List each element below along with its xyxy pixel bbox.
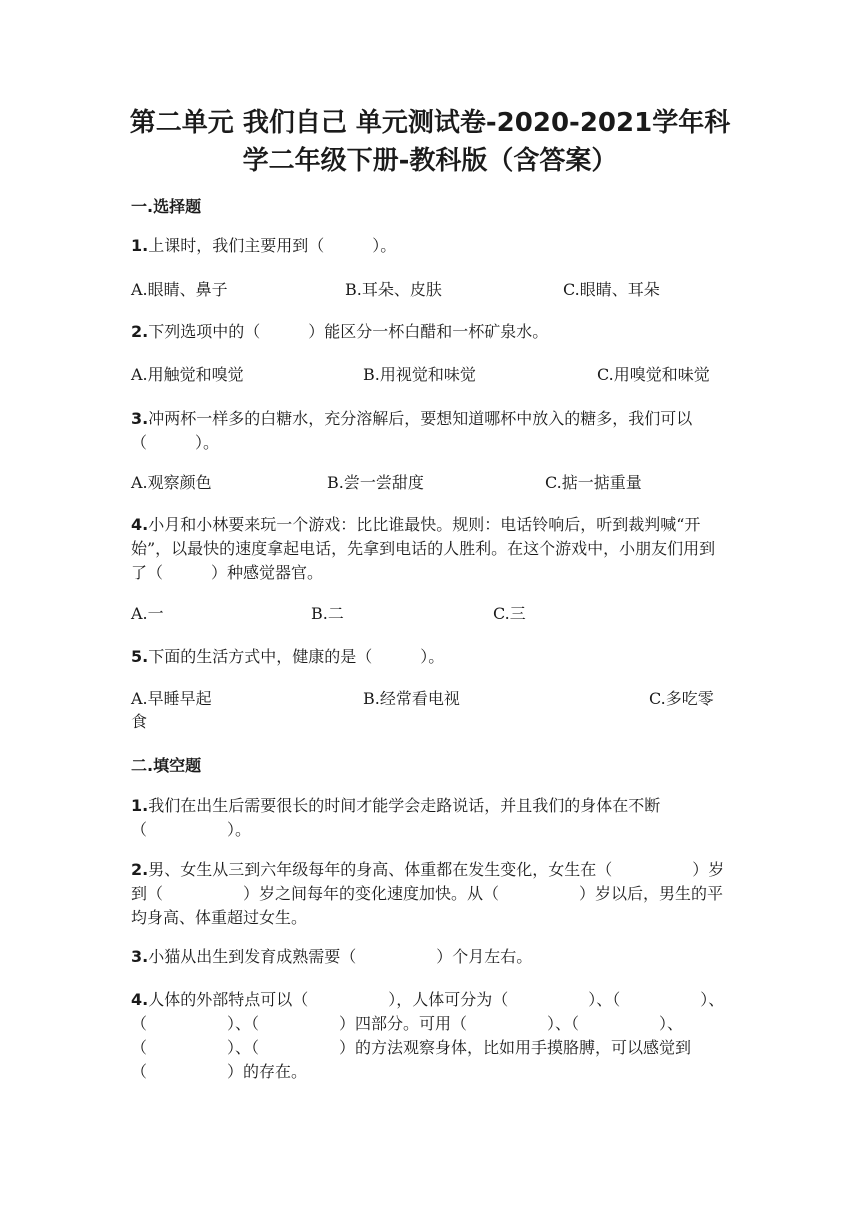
question-text: 下面的生活方式中，健康的是（ ）。 [148, 647, 445, 666]
option-c: C.掂一掂重量 [545, 473, 642, 492]
title-line-1: 第二单元 我们自己 单元测试卷-2020-2021学年科 [129, 108, 731, 138]
question-5 [131, 645, 731, 669]
option-a: A.早睡早起 [131, 689, 212, 708]
question-number: 1. [131, 796, 149, 815]
option-c: C.眼睛、耳朵 [563, 280, 660, 299]
fill-question-1 [131, 794, 731, 842]
question-number: 4. [131, 990, 149, 1009]
option-b: B.耳朵、皮肤 [345, 280, 442, 299]
question-text: 冲两杯一样多的白糖水，充分溶解后，要想知道哪杯中放入的糖多，我们可以（ ）。 [131, 409, 693, 452]
question-text: 小月和小林要来玩一个游戏：比比谁最快。规则：电话铃响后，听到裁判喊“开始”，以最快的速度拿起电话，先拿到电话的人胜利。在这个游戏中，小朋友们用到了（ ）种感觉器官。 [131, 515, 716, 582]
section-heading-fill: 二.填空题 [131, 756, 202, 775]
option-b: B.经常看电视 [363, 689, 460, 708]
question-text: 上课时，我们主要用到（ ）。 [148, 236, 397, 255]
options-row-2 [131, 363, 731, 387]
options-row-1 [131, 278, 731, 302]
question-text: 我们在出生后需要很长的时间才能学会走路说话，并且我们的身体在不断（ ）。 [131, 796, 661, 839]
question-text: 人体的外部特点可以（ ），人体可分为（ ）、（ ）、（ ）、（ ）四部分。可用（ ）、（ ）、（ ）、（ ）的方法观察身体，比如用手摸胳膊，可以感觉到（ ）的存在。 [131, 990, 725, 1081]
option-a: A.眼睛、鼻子 [131, 280, 228, 299]
fill-question-4 [131, 988, 731, 1084]
option-c-wrap: 食 [131, 712, 148, 731]
fill-question-2 [131, 858, 731, 930]
options-row-5 [131, 687, 731, 711]
options-row-4 [131, 602, 731, 626]
question-2 [131, 320, 731, 344]
option-b: B.尝一尝甜度 [327, 473, 424, 492]
option-c: C.多吃零 [649, 689, 714, 708]
question-number: 2. [131, 322, 149, 341]
page-title [120, 104, 740, 180]
question-4 [131, 513, 731, 585]
question-text: 男、女生从三到六年级每年的身高、体重都在发生变化，女生在（ ）岁到（ ）岁之间每年的变化速度加快。从（ ）岁以后，男生的平均身高、体重超过女生。 [131, 860, 725, 927]
fill-question-3 [131, 945, 731, 969]
section-heading-choice: 一.选择题 [131, 197, 202, 216]
option-a: A.用触觉和嗅觉 [131, 365, 244, 384]
question-number: 2. [131, 860, 149, 879]
option-a: A.一 [131, 604, 164, 623]
question-3 [131, 407, 731, 455]
option-a: A.观察颜色 [131, 473, 212, 492]
option-b: B.用视觉和味觉 [363, 365, 476, 384]
question-text: 下列选项中的（ ）能区分一杯白醋和一杯矿泉水。 [148, 322, 549, 341]
question-number: 1. [131, 236, 149, 255]
question-number: 3. [131, 947, 149, 966]
question-number: 5. [131, 647, 149, 666]
option-b: B.二 [311, 604, 344, 623]
question-number: 4. [131, 515, 149, 534]
title-line-2: 学二年级下册-教科版（含答案） [242, 146, 618, 176]
question-number: 3. [131, 409, 149, 428]
option-c: C.三 [493, 604, 526, 623]
question-1 [131, 234, 731, 258]
question-text: 小猫从出生到发育成熟需要（ ）个月左右。 [148, 947, 533, 966]
options-row-3 [131, 471, 731, 495]
option-c: C.用嗅觉和味觉 [597, 365, 710, 384]
